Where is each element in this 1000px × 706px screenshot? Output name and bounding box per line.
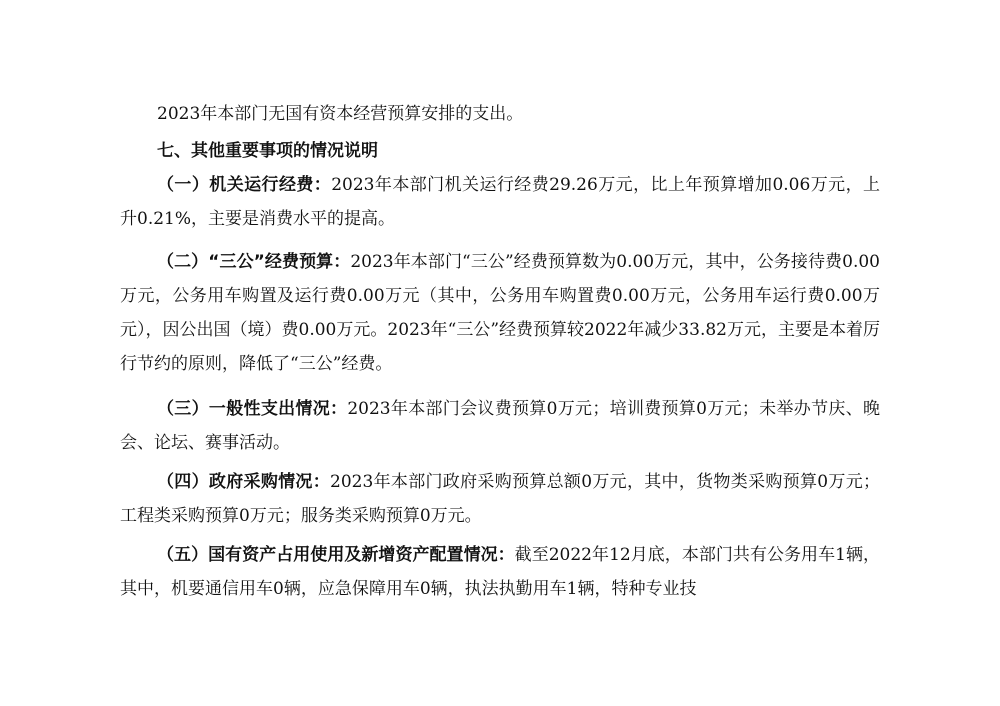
intro-paragraph: 2023年本部门无国有资本经营预算安排的支出。 — [157, 104, 524, 124]
item-operating-expenses — [120, 168, 880, 236]
item-text: 2023年本部门机关运行经费29.26万元，比上年预算增加0.06万元，上升0.21%，主要是消费水平的提高。 — [120, 175, 880, 229]
item-text: 2023年本部门政府采购预算总额0万元，其中，货物类采购预算0万元；工程类采购预算0万元；服务类采购预算0万元。 — [120, 472, 880, 526]
item-label: （四）政府采购情况： — [157, 472, 331, 492]
item-text: 2023年本部门“三公”经费预算数为0.00万元，其中，公务接待费0.00万元，公务用车购置及运行费0.00万元（其中，公务用车购置费0.00万元，公务用车运行费0.00万元），因公出国（境）费0.00万元。2023年“三公”经费预算较2022年减少33.82万元，主要是本着厉行节约的原则，降低了“三公”经费。 — [120, 252, 880, 374]
item-label: （五）国有资产占用使用及新增资产配置情况： — [157, 545, 515, 565]
item-text: 截至2022年12月底，本部门共有公务用车1辆，其中，机要通信用车0辆，应急保障用车0辆，执法执勤用车1辆，特种专业技 — [120, 545, 880, 599]
item-general-expenses — [120, 392, 880, 460]
item-text: 2023年本部门会议费预算0万元；培训费预算0万元；未举办节庆、晚会、论坛、赛事活动。 — [120, 399, 880, 453]
item-government-procurement — [120, 465, 880, 533]
item-label: （一）机关运行经费： — [157, 175, 332, 195]
section-heading: 七、其他重要事项的情况说明 — [157, 141, 378, 161]
item-label: （二）“三公”经费预算： — [157, 252, 351, 272]
item-state-assets — [120, 538, 880, 606]
item-label: （三）一般性支出情况： — [157, 399, 348, 419]
item-three-public-expenses — [120, 245, 880, 381]
